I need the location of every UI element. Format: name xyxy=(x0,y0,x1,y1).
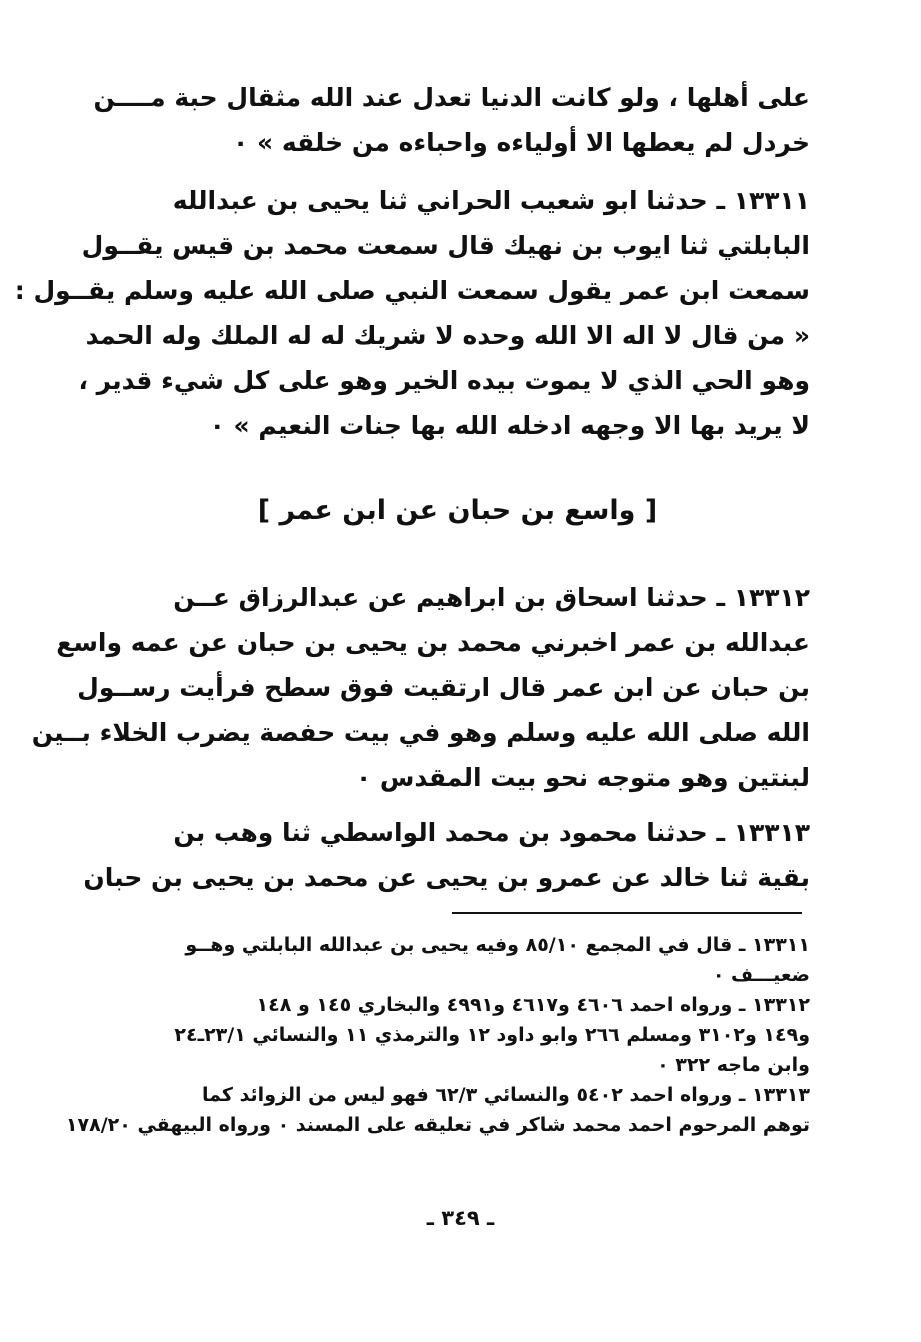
text-line: لبنتين وهو متوجه نحو بيت المقدس ٠ xyxy=(355,763,810,792)
footnote-divider xyxy=(452,912,802,914)
text-line: سمعت ابن عمر يقول سمعت النبي صلى الله عليه وسلم يقــول : xyxy=(14,276,810,305)
hadith-13311 xyxy=(14,178,810,448)
page-number: ـ ٣٤٩ ـ xyxy=(426,1206,495,1230)
top-paragraph xyxy=(93,75,810,165)
text-line: وهو الحي الذي لا يموت بيده الخير وهو على كل شيء قدير ، xyxy=(78,366,810,395)
text-line: ١٣٣١٢ ـ حدثنا اسحاق بن ابراهيم عن عبدالرزاق عــن xyxy=(173,583,810,612)
footnote-line: وابن ماجه ٣٢٢ ٠ xyxy=(657,1054,810,1076)
hadith-13313 xyxy=(83,810,810,900)
text-line: بقية ثنا خالد عن عمرو بن يحيى عن محمد بن يحيى بن حبان xyxy=(83,863,810,892)
footnote-line: ضعيـــف ٠ xyxy=(712,964,810,986)
text-line: على أهلها ، ولو كانت الدنيا تعدل عند الله مثقال حبة مــــن xyxy=(93,83,810,112)
text-line: لا يريد بها الا وجهه ادخله الله بها جنات النعيم » ٠ xyxy=(209,411,810,440)
text-line: البابلتي ثنا ايوب بن نهيك قال سمعت محمد بن قيس يقــول xyxy=(81,231,810,260)
text-line: خردل لم يعطها الا أولياءه واحباءه من خلقه » ٠ xyxy=(233,128,810,157)
text-line: الله صلى الله عليه وسلم وهو في بيت حفصة يضرب الخلاء بــين xyxy=(31,718,810,747)
text-line: عبدالله بن عمر اخبرني محمد بن يحيى بن حبان عن عمه واسع xyxy=(56,628,810,657)
hadith-13312 xyxy=(31,575,810,800)
footnote-line: ١٣٣١٣ ـ ورواه احمد ٥٤٠٢ والنسائي ٦٢/٣ فهو ليس من الزوائد كما xyxy=(202,1084,810,1106)
text-line: بن حبان عن ابن عمر قال ارتقيت فوق سطح فرأيت رســول xyxy=(77,673,810,702)
section-heading: [ واسع بن حبان عن ابن عمر ] xyxy=(257,495,658,526)
footnote-line: توهم المرحوم احمد محمد شاكر في تعليقه على المسند ٠ ورواه البيهقي ١٧٨/٢٠ xyxy=(65,1114,810,1136)
footnotes xyxy=(65,930,810,1140)
footnote-line: ١٣٣١٢ ـ ورواه احمد ٤٦٠٦ و٤٦١٧ و٤٩٩١ والبخاري ١٤٥ و ١٤٨ xyxy=(256,994,810,1016)
text-line: ١٣٣١١ ـ حدثنا ابو شعيب الحراني ثنا يحيى بن عبدالله xyxy=(172,186,810,215)
footnote-line: و١٤٩ و٣١٠٢ ومسلم ٢٦٦ وابو داود ١٢ والترمذي ١١ والنسائي ٢٣/١ـ٢٤ xyxy=(174,1024,810,1046)
footnote-line: ١٣٣١١ ـ قال في المجمع ٨٥/١٠ وفيه يحيى بن عبدالله البابلتي وهــو xyxy=(185,934,810,956)
text-line: « من قال لا اله الا الله وحده لا شريك له له الملك وله الحمد xyxy=(85,321,810,350)
text-line: ١٣٣١٣ ـ حدثنا محمود بن محمد الواسطي ثنا وهب بن xyxy=(173,818,810,847)
